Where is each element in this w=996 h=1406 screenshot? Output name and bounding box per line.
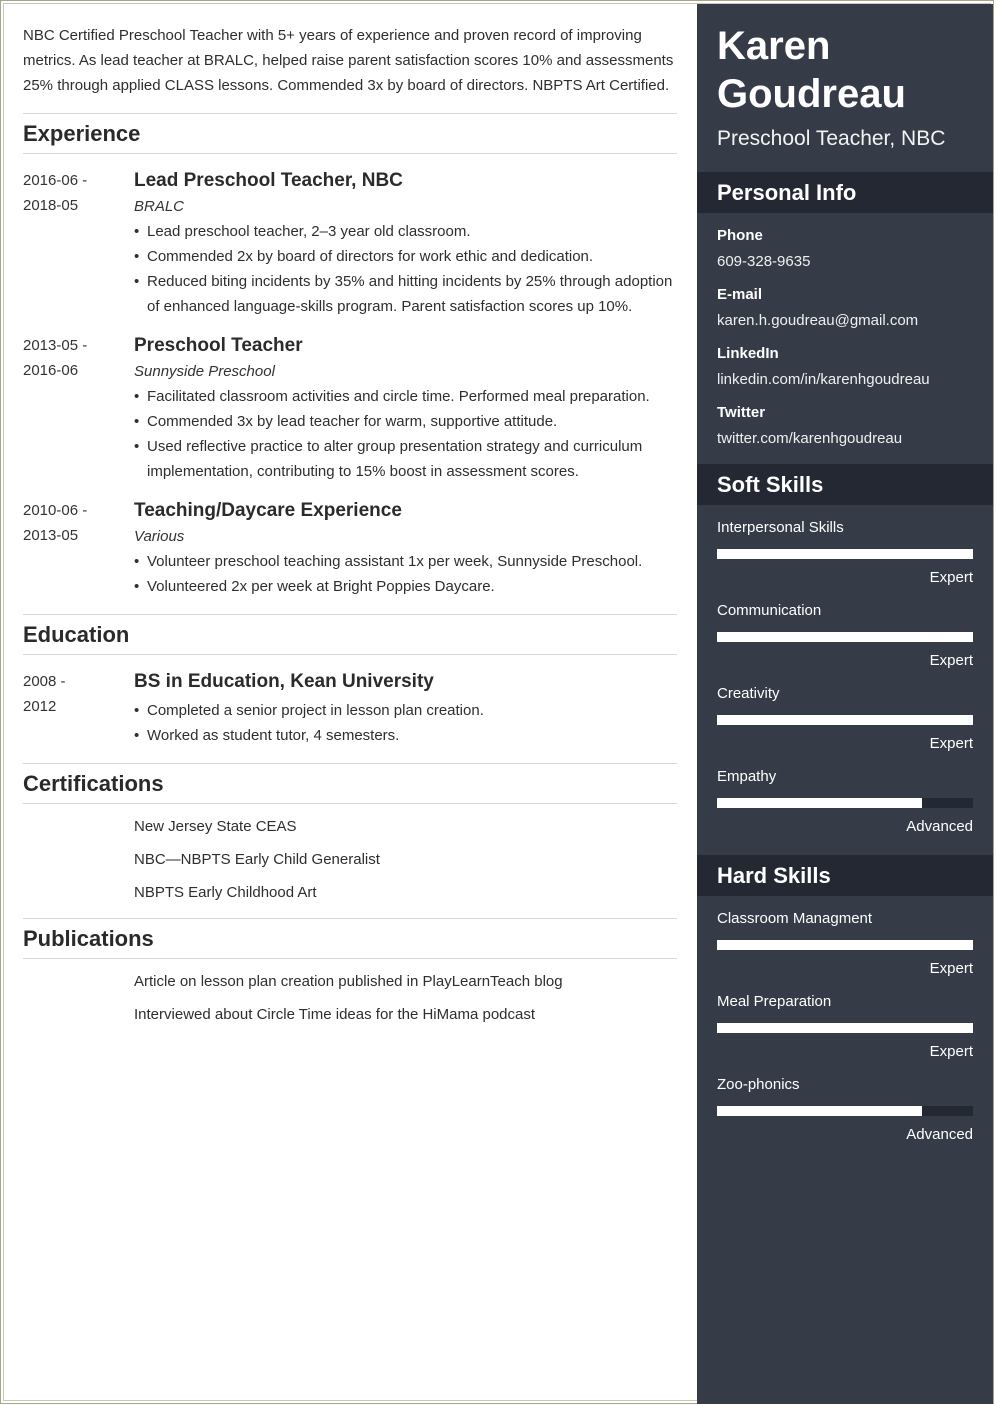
date-from: 2016-06 - <box>23 172 88 189</box>
skill-level: Expert <box>929 960 973 977</box>
phone-value: 609-328-9635 <box>717 253 811 270</box>
publications-list <box>23 971 677 1025</box>
soft-skills-heading: Soft Skills <box>697 464 993 505</box>
job-title: Lead Preschool Teacher, NBC <box>134 170 403 191</box>
skill-name: Zoo-phonics <box>717 1076 800 1093</box>
skill-name: Empathy <box>717 768 777 785</box>
education-heading: Education <box>23 614 677 655</box>
bullet-item: • Commended 3x by lead teacher for warm, supportive attitude. <box>134 409 677 434</box>
twitter-link[interactable]: twitter.com/karenhgoudreau <box>717 430 903 447</box>
email-label: E-mail <box>717 286 763 303</box>
publication-item: Article on lesson plan creation published in PlayLearnTeach blog <box>134 973 563 990</box>
linkedin-label: LinkedIn <box>717 345 779 362</box>
skill-item <box>697 601 993 671</box>
sidebar <box>697 4 993 1404</box>
skill-bar <box>717 1023 973 1033</box>
bullet-list <box>134 219 677 319</box>
skill-item <box>697 909 993 979</box>
skill-name: Meal Preparation <box>717 993 832 1010</box>
skill-item <box>697 767 993 837</box>
first-name: Karen <box>717 24 831 68</box>
skill-item <box>697 518 993 588</box>
skill-item <box>697 992 993 1062</box>
summary-paragraph: NBC Certified Preschool Teacher with 5+ years of experience and proven record of improving metrics. As lead teacher at BRALC, helped raise parent satisfaction scores 10% and assessments 25% through applied CLASS lessons. Commended 3x by board of directors. NBPTS Art Certified. <box>23 27 674 94</box>
skill-bar-fill <box>717 940 973 950</box>
entry-body <box>134 498 677 599</box>
hard-skills-heading: Hard Skills <box>697 855 993 896</box>
date-from: 2008 - <box>23 673 66 690</box>
skill-bar-fill <box>717 549 973 559</box>
twitter-label: Twitter <box>717 404 766 421</box>
date-from: 2010-06 - <box>23 502 88 519</box>
date-from: 2013-05 - <box>23 337 88 354</box>
publications-heading: Publications <box>23 918 677 959</box>
skill-name: Creativity <box>717 685 780 702</box>
bullet-list <box>134 384 677 484</box>
bullet-list <box>134 549 677 599</box>
entry-dates <box>23 168 134 319</box>
skill-level: Expert <box>929 1043 973 1060</box>
employer: BRALC <box>134 198 185 215</box>
skill-bar <box>717 940 973 950</box>
skill-bar-fill <box>717 1023 973 1033</box>
experience-entry <box>23 168 677 319</box>
job-title: Preschool Teacher <box>134 335 303 356</box>
skill-level: Advanced <box>906 818 973 835</box>
skill-item <box>697 684 993 754</box>
certification-item: NBC—NBPTS Early Child Generalist <box>134 851 380 868</box>
bullet-list <box>134 698 677 748</box>
entry-body <box>134 669 677 748</box>
employer: Various <box>134 528 185 545</box>
skill-level: Expert <box>929 652 973 669</box>
skill-bar <box>717 549 973 559</box>
date-to: 2018-05 <box>23 197 79 214</box>
skill-level: Advanced <box>906 1126 973 1143</box>
publication-item: Interviewed about Circle Time ideas for the HiMama podcast <box>134 1006 536 1023</box>
bullet-item: • Facilitated classroom activities and circle time. Performed meal preparation. <box>134 384 677 409</box>
bullet-item: • Volunteered 2x per week at Bright Poppies Daycare. <box>134 574 677 599</box>
experience-entry <box>23 333 677 484</box>
entry-body <box>134 333 677 484</box>
bullet-item: • Lead preschool teacher, 2–3 year old classroom. <box>134 219 677 244</box>
last-name: Goudreau <box>717 72 906 116</box>
skill-bar <box>717 798 973 808</box>
skill-level: Expert <box>929 735 973 752</box>
bullet-item: • Worked as student tutor, 4 semesters. <box>134 723 677 748</box>
bullet-item: • Completed a senior project in lesson plan creation. <box>134 698 677 723</box>
skill-bar-fill <box>717 1106 922 1116</box>
skill-bar <box>717 715 973 725</box>
skill-name: Interpersonal Skills <box>717 519 844 536</box>
certifications-heading: Certifications <box>23 763 677 804</box>
entry-body <box>134 168 677 319</box>
personal-info <box>697 226 993 449</box>
main-column <box>23 23 677 1037</box>
skill-item <box>697 1075 993 1145</box>
experience-heading: Experience <box>23 113 677 154</box>
skill-level: Expert <box>929 569 973 586</box>
entry-dates <box>23 333 134 484</box>
linkedin-link[interactable]: linkedin.com/in/karenhgoudreau <box>717 371 930 388</box>
degree-title: BS in Education, Kean University <box>134 671 434 692</box>
personal-info-heading: Personal Info <box>697 172 993 213</box>
bullet-item: • Commended 2x by board of directors for work ethic and dedication. <box>134 244 677 269</box>
entry-dates <box>23 669 134 748</box>
skill-bar-fill <box>717 798 922 808</box>
date-to: 2016-06 <box>23 362 79 379</box>
bullet-item: • Used reflective practice to alter group presentation strategy and curriculum implementation, contributing to 15% boost in assessment scores. <box>134 434 677 484</box>
certifications-list <box>23 816 677 903</box>
job-title: Teaching/Daycare Experience <box>134 500 402 521</box>
skill-bar <box>717 632 973 642</box>
skill-bar-fill <box>717 715 973 725</box>
date-to: 2013-05 <box>23 527 79 544</box>
bullet-item: • Volunteer preschool teaching assistant 1x per week, Sunnyside Preschool. <box>134 549 677 574</box>
phone-label: Phone <box>717 227 763 244</box>
entry-dates <box>23 498 134 599</box>
education-entry <box>23 669 677 748</box>
skill-name: Classroom Managment <box>717 910 873 927</box>
job-role: Preschool Teacher, NBC <box>717 127 946 150</box>
certification-item: New Jersey State CEAS <box>134 818 297 835</box>
skill-bar <box>717 1106 973 1116</box>
candidate-name <box>697 4 993 118</box>
employer: Sunnyside Preschool <box>134 363 275 380</box>
bullet-item: • Reduced biting incidents by 35% and hitting incidents by 25% through adoption of enhanced language-skills program. Parent satisfaction scores up 10%. <box>134 269 677 319</box>
experience-entry <box>23 498 677 599</box>
email-link[interactable]: karen.h.goudreau@gmail.com <box>717 312 919 329</box>
skill-name: Communication <box>717 602 822 619</box>
certification-item: NBPTS Early Childhood Art <box>134 884 317 901</box>
skill-bar-fill <box>717 632 973 642</box>
date-to: 2012 <box>23 698 57 715</box>
